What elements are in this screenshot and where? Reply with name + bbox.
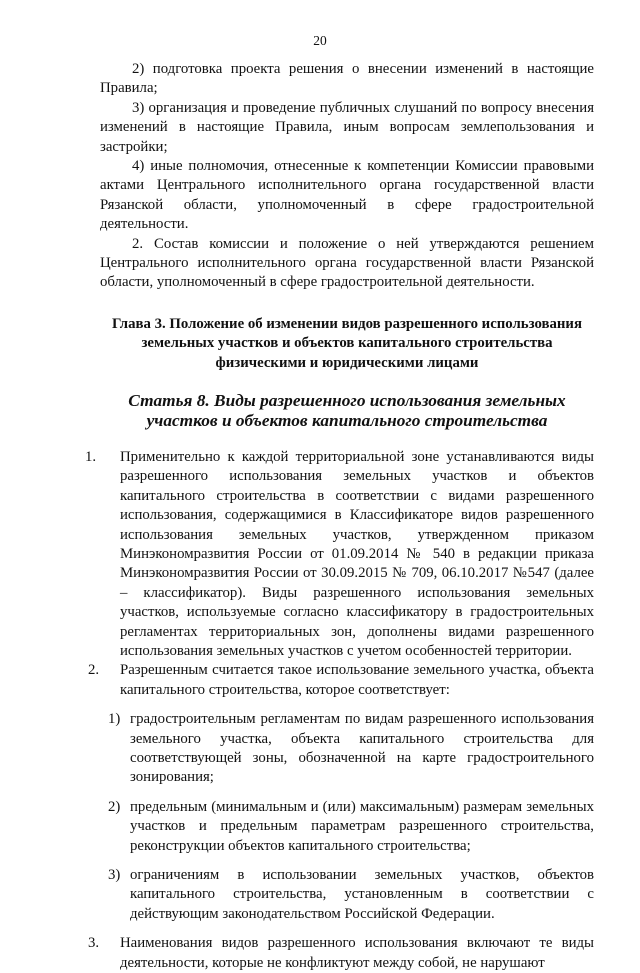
- list-item-text: Наименования видов разрешенного использования включают те виды деятельности, которые не конфликтуют между собой, не нарушают: [120, 935, 594, 971]
- list-item: [88, 934, 594, 973]
- page-number: 20: [313, 33, 327, 48]
- page-content: [85, 60, 594, 973]
- paragraph-subitem-2: 2) подготовка проекта решения о внесении изменений в настоящие Правила;: [100, 61, 594, 97]
- chapter-title: Глава 3. Положение об изменении видов разрешенного использования земельных участков и объектов капитального строительства физическими и юридическими лицами: [112, 315, 582, 371]
- sub-list-item-text: ограничениям в использовании земельных участков, объектов капитального строительства, установленным в соответствии с действующим законодательством Российской Федерации.: [130, 867, 594, 922]
- sub-list-item-text: градостроительным регламентам по видам разрешенного использования земельного участка, объекта капитального строительства для соответствующей зоны, обозначенной на карте градостроительного зонирования;: [130, 711, 594, 786]
- list-item: [85, 448, 594, 661]
- sub-list-item-number: 3): [108, 867, 121, 884]
- article-title: Статья 8. Виды разрешенного использования земельных участков и объектов капитального строительства: [128, 391, 566, 430]
- sub-list-item: [108, 866, 594, 924]
- sub-list-item-number: 2): [108, 798, 121, 815]
- list-item-number: 1.: [85, 448, 97, 465]
- sub-list-item: [108, 798, 594, 856]
- list-item-text: Применительно к каждой территориальной зоне устанавливаются виды разрешенного использования земельных участков и объектов капитального строительства в соответствии с видами разрешенного использования, содержащимися в Классификаторе видов разрешенного использования земельных участков, утвержденном приказом Минэкономразвития России от 01.09.2014 № 540 в редакции приказа Минэкономразвития России от 30.09.2015 № 709, 06.10.2017 №547 (далее – классификатор). Виды разрешенного использования земельных участков, используемые согласно классификатору в градостроительных регламентах территориальных зон, дополнены видами разрешенного использования земельных участков с учетом особенностей территории.: [120, 448, 594, 659]
- sub-list-item-text: предельным (минимальным и (или) максимальным) размерам земельных участков и предельным параметрам разрешенного строительства, реконструкции объектов капитального строительства;: [130, 798, 594, 854]
- paragraph-subitem-4: 4) иные полномочия, отнесенные к компетенции Комиссии правовыми актами Центрального исполнительного органа государственной власти Рязанской области, уполномоченный в сфере градостроительной деятельности.: [100, 158, 594, 233]
- list-item-number: 3.: [88, 935, 100, 952]
- paragraph-subitem-3: 3) организация и проведение публичных слушаний по вопросу внесения изменений в настоящие Правила, иным вопросам землепользования и застройки;: [100, 99, 594, 155]
- sub-list-item-number: 1): [108, 711, 121, 728]
- list-item: [88, 661, 594, 700]
- list-item-number: 2.: [88, 662, 100, 679]
- sub-list-item: [108, 710, 594, 788]
- list-item-text: Разрешенным считается такое использование земельного участка, объекта капитального строительства, которое соответствует:: [120, 662, 594, 698]
- paragraph-commission-composition: 2. Состав комиссии и положение о ней утверждаются решением Центрального исполнительного органа государственной власти Рязанской области, уполномоченный в сфере градостроительной деятельности.: [100, 235, 594, 291]
